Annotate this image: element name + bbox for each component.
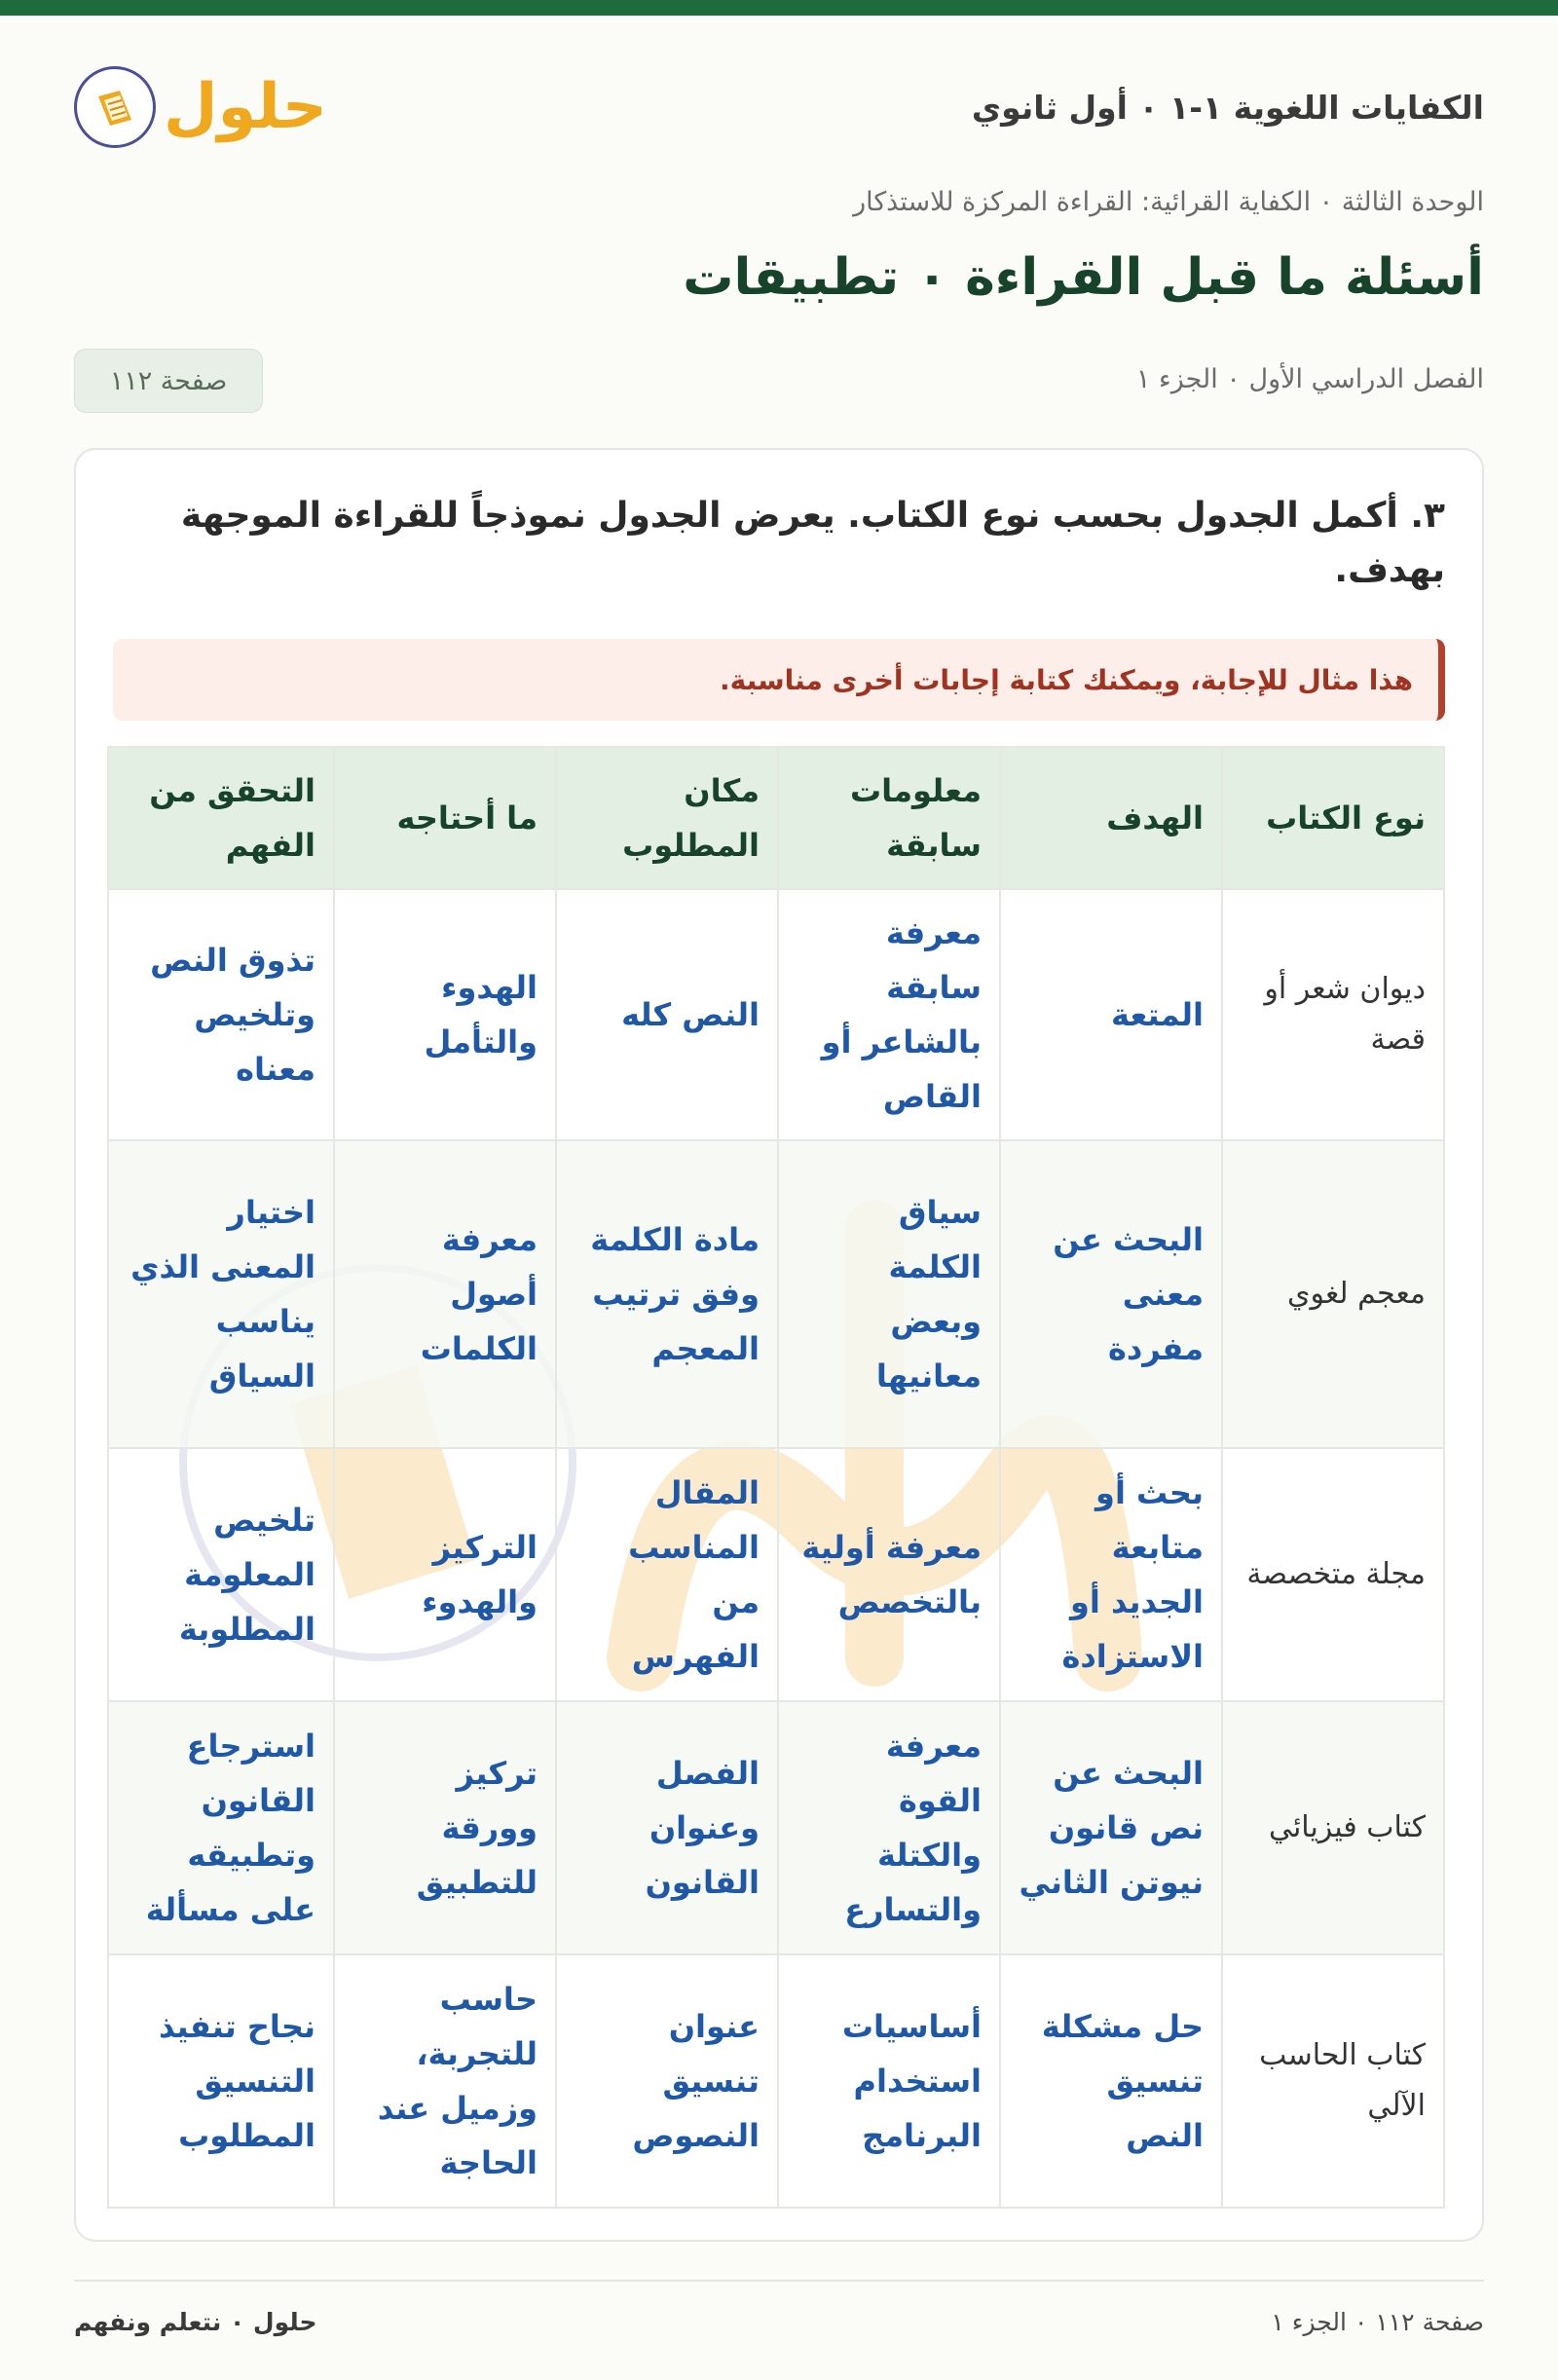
answer-cell: حاسب للتجربة، وزميل عند الحاجة bbox=[334, 1954, 556, 2208]
header-prior-info: معلومات سابقة bbox=[778, 747, 1000, 889]
answer-note: هذا مثال للإجابة، ويمكنك كتابة إجابات أخرى مناسبة. bbox=[113, 639, 1445, 721]
answer-cell: معرفة أصول الكلمات bbox=[334, 1140, 556, 1448]
answer-cell: بحث أو متابعة الجديد أو الاستزادة bbox=[1000, 1448, 1222, 1701]
answer-cell: حل مشكلة تنسيق النص bbox=[1000, 1954, 1222, 2208]
book-type-cell: مجلة متخصصة bbox=[1222, 1448, 1444, 1701]
table-row bbox=[108, 1954, 1444, 2208]
question-text: ٣. أكمل الجدول بحسب نوع الكتاب. يعرض الجدول نموذجاً للقراءة الموجهة بهدف. bbox=[180, 496, 1445, 590]
answer-cell: البحث عن معنى مفردة bbox=[1000, 1140, 1222, 1448]
header-comprehension-check: التحقق من الفهم bbox=[108, 747, 334, 889]
answer-cell: معرفة سابقة بالشاعر أو القاص bbox=[778, 889, 1000, 1140]
top-accent-bar bbox=[0, 0, 1558, 16]
answer-cell: تذوق النص وتلخيص معناه bbox=[108, 889, 334, 1140]
answer-cell: تلخيص المعلومة المطلوبة bbox=[108, 1448, 334, 1701]
table-row bbox=[108, 1701, 1444, 1954]
exercise-card bbox=[74, 448, 1484, 2242]
book-type-cell: ديوان شعر أو قصة bbox=[1222, 889, 1444, 1140]
footer-divider bbox=[74, 2280, 1484, 2282]
answer-cell: الفصل وعنوان القانون bbox=[556, 1701, 778, 1954]
answer-cell: اختيار المعنى الذي يناسب السياق bbox=[108, 1140, 334, 1448]
header-goal: الهدف bbox=[1000, 747, 1222, 889]
answer-cell: مادة الكلمة وفق ترتيب المعجم bbox=[556, 1140, 778, 1448]
footer-brand: حلول ٠ نتعلم ونفهم bbox=[74, 2308, 317, 2336]
logo[interactable] bbox=[74, 66, 327, 148]
answer-cell: معرفة أولية بالتخصص bbox=[778, 1448, 1000, 1701]
table-row bbox=[108, 1448, 1444, 1701]
logo-text: حلول bbox=[164, 71, 327, 143]
answer-table bbox=[107, 746, 1445, 2209]
logo-book-icon bbox=[74, 66, 156, 148]
answer-cell: البحث عن نص قانون نيوتن الثاني bbox=[1000, 1701, 1222, 1954]
table-row bbox=[108, 889, 1444, 1140]
answer-cell: استرجاع القانون وتطبيقه على مسألة bbox=[108, 1701, 334, 1954]
header-location: مكان المطلوب bbox=[556, 747, 778, 889]
page-header bbox=[74, 58, 1484, 156]
answer-cell: سياق الكلمة وبعض معانيها bbox=[778, 1140, 1000, 1448]
book-type-cell: كتاب فيزيائي bbox=[1222, 1701, 1444, 1954]
answer-cell: معرفة القوة والكتلة والتسارع bbox=[778, 1701, 1000, 1954]
header-book-type: نوع الكتاب bbox=[1222, 747, 1444, 889]
book-type-cell: معجم لغوي bbox=[1222, 1140, 1444, 1448]
header-needs: ما أحتاجه bbox=[334, 747, 556, 889]
answer-cell: التركيز والهدوء bbox=[334, 1448, 556, 1701]
answer-cell: المقال المناسب من الفهرس bbox=[556, 1448, 778, 1701]
answer-cell: نجاح تنفيذ التنسيق المطلوب bbox=[108, 1954, 334, 2208]
table-header-row bbox=[108, 747, 1444, 889]
book-title: الكفايات اللغوية ١-١ ٠ أول ثانوي bbox=[971, 88, 1484, 127]
footer-page-info: صفحة ١١٢ ٠ الجزء ١ bbox=[1271, 2308, 1484, 2336]
answer-cell: النص كله bbox=[556, 889, 778, 1140]
answer-cell: تركيز وورقة للتطبيق bbox=[334, 1701, 556, 1954]
book-type-cell: كتاب الحاسب الآلي bbox=[1222, 1954, 1444, 2208]
page-number-badge: صفحة ١١٢ bbox=[74, 349, 263, 413]
table-row bbox=[108, 1140, 1444, 1448]
answer-cell: أساسيات استخدام البرنامج bbox=[778, 1954, 1000, 2208]
breadcrumb: الوحدة الثالثة ٠ الكفاية القرائية: القراءة المركزة للاستذكار bbox=[853, 187, 1484, 217]
answer-cell: الهدوء والتأمل bbox=[334, 889, 556, 1140]
answer-cell: عنوان تنسيق النصوص bbox=[556, 1954, 778, 2208]
page-title: أسئلة ما قبل القراءة ٠ تطبيقات bbox=[683, 248, 1484, 307]
answer-cell: المتعة bbox=[1000, 889, 1222, 1140]
semester-label: الفصل الدراسي الأول ٠ الجزء ١ bbox=[1135, 364, 1484, 394]
